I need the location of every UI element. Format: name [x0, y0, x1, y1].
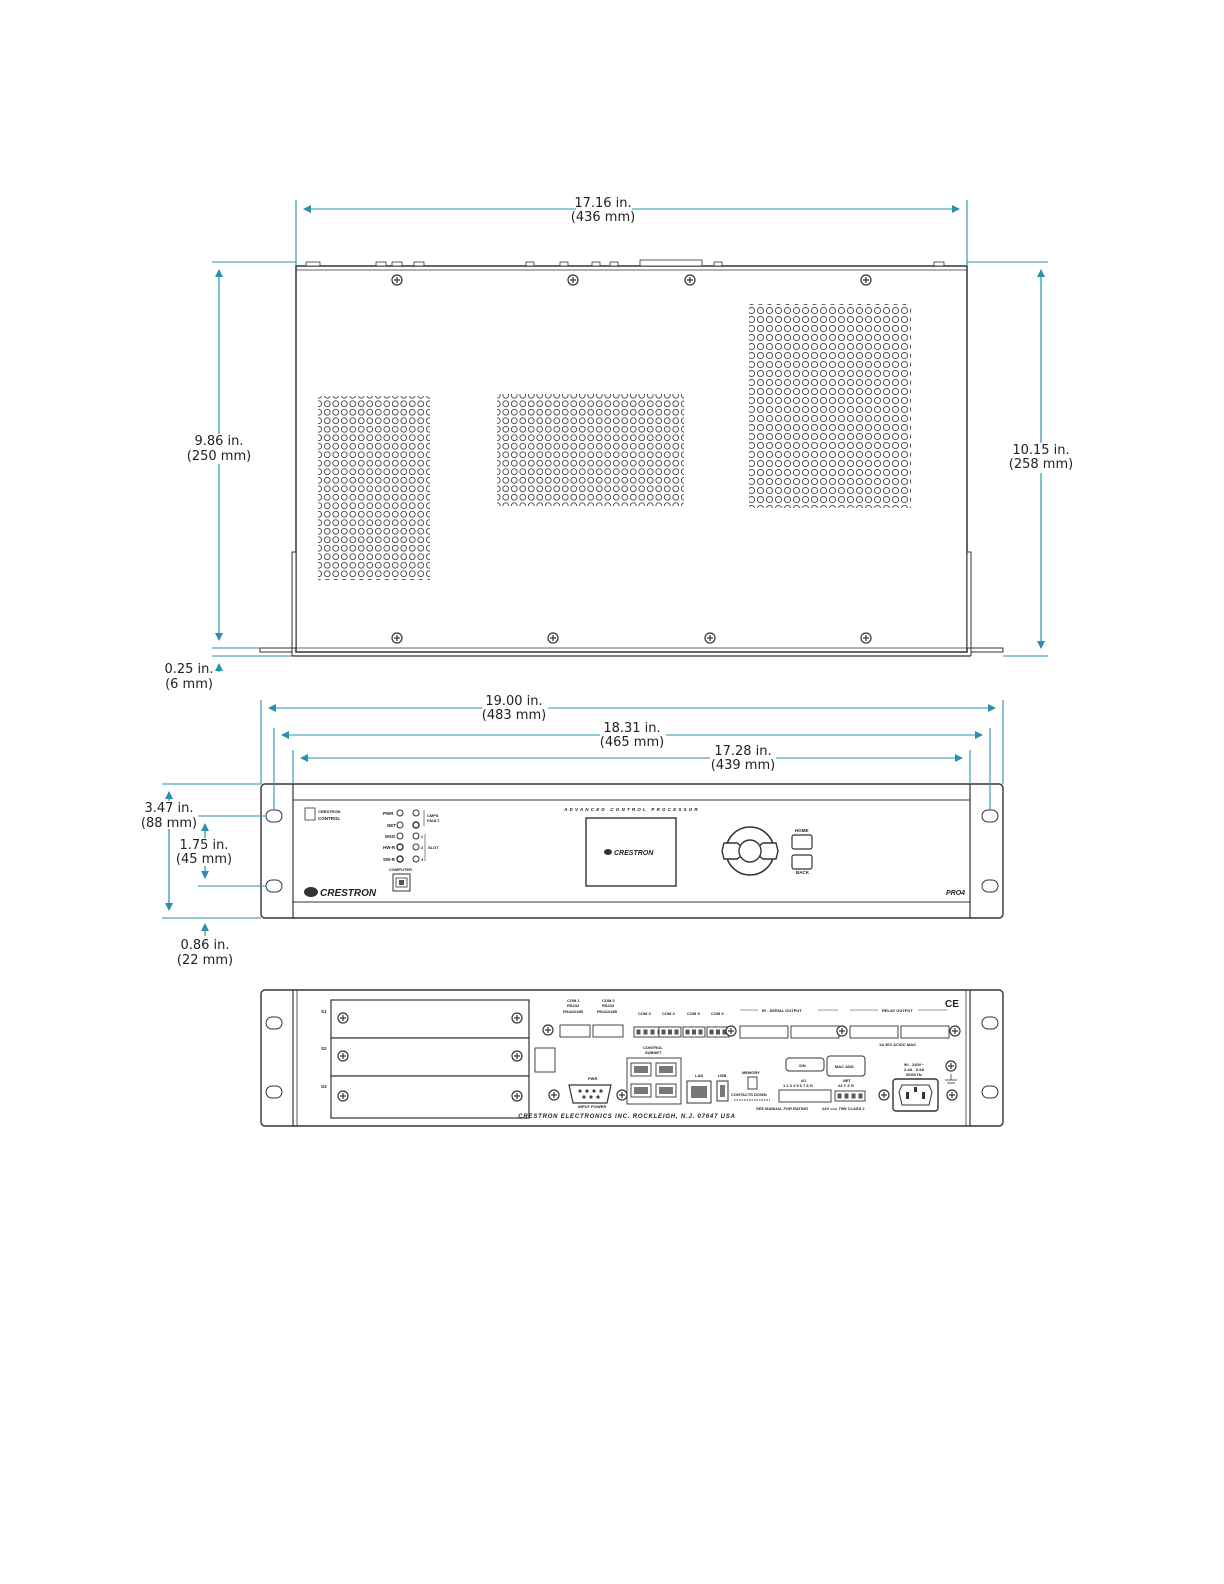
- fault-label: FAULT: [427, 818, 440, 823]
- ce-mark: CE: [945, 999, 959, 1010]
- slot-cover-s3: [331, 1076, 529, 1118]
- com2-rs422: RS422/485: [597, 1009, 618, 1014]
- slot-number-1: 1: [421, 834, 424, 839]
- dim-hole-spacing-mm: (465 mm): [599, 735, 665, 750]
- front-header: ADVANCED CONTROL PROCESSOR: [564, 807, 700, 812]
- logo-line2: CONTROL: [318, 816, 341, 821]
- top-view: [260, 260, 1003, 656]
- com5-label: COM 5: [687, 1011, 700, 1016]
- front-view: [261, 784, 1003, 918]
- home-button: [792, 835, 812, 849]
- model-label: PRO4: [946, 890, 966, 897]
- vent-grille-right: [749, 304, 911, 508]
- power-rating-line3: 50/60 Hz: [906, 1072, 923, 1077]
- dim-feet-mm: (6 mm): [165, 677, 213, 692]
- led-label-swr: SW-R: [383, 857, 395, 862]
- input-power-label: INPUT POWER: [578, 1104, 607, 1109]
- led-label-pwr: PWR: [383, 811, 394, 816]
- net-pins: 24 Y Z G: [838, 1083, 854, 1088]
- home-label: HOME: [795, 828, 809, 833]
- com1-rs422: RS422/485: [563, 1009, 584, 1014]
- io-terminal: [779, 1090, 831, 1102]
- slot-s1-label: S1: [321, 1009, 327, 1014]
- dim-hole-vert-in: 1.75 in.: [179, 838, 229, 853]
- dim-ear-depth-mm: (22 mm): [176, 953, 234, 968]
- dim-height-mm: (88 mm): [140, 816, 198, 831]
- dim-top-width-in: 17.16 in.: [574, 196, 632, 211]
- slot-cover-s2: [331, 1038, 529, 1076]
- power-rating-line1: 90 - 240V~: [904, 1062, 924, 1067]
- crestron-swirl-icon: [604, 849, 612, 855]
- dim-top-depth-mm: (250 mm): [186, 449, 252, 464]
- dim-top-depth-in: 9.86 in.: [194, 434, 244, 449]
- lan-label: LAN: [695, 1073, 704, 1078]
- dim-top-width-mm: (436 mm): [570, 210, 636, 225]
- slot-s2-label: S2: [321, 1046, 327, 1051]
- dim-body-width-mm: (439 mm): [710, 758, 776, 773]
- back-button: [792, 855, 812, 869]
- back-label: BACK: [796, 870, 809, 875]
- usb-label: USB: [718, 1073, 727, 1078]
- serial-number-label: S/N: [799, 1063, 806, 1068]
- com6-label: COM 6: [711, 1011, 724, 1016]
- cmps-label: CMPS: [427, 813, 439, 818]
- vent-grille-left: [318, 396, 430, 580]
- relay-output-label: RELAY OUTPUT: [882, 1008, 913, 1013]
- class2-label: 24V === 75W CLASS 2: [822, 1106, 865, 1111]
- com3-label: COM 3: [638, 1011, 651, 1016]
- slot-number-3: 3: [421, 857, 424, 862]
- relay-terminal-a: [850, 1026, 898, 1038]
- rear-view: [261, 990, 1003, 1126]
- relay-rating: 1A 30V AC/DC MAX: [879, 1042, 916, 1047]
- dim-body-width-in: 17.28 in.: [714, 744, 772, 759]
- com1-label: COM 1: [567, 998, 580, 1003]
- com1-terminal: [560, 1025, 590, 1037]
- dim-rack-width-in: 19.00 in.: [485, 694, 543, 709]
- input-power-connector: [569, 1085, 611, 1103]
- mac-address-label: MAC ADD: [835, 1064, 854, 1069]
- control-subnet-line1: CONTROL: [643, 1045, 663, 1050]
- dim-hole-spacing-in: 18.31 in.: [603, 721, 661, 736]
- com2-terminal: [593, 1025, 623, 1037]
- led-label-hwr: HW-R: [383, 845, 396, 850]
- dim-height-in: 3.47 in.: [144, 801, 194, 816]
- memory-card-slot: [748, 1077, 757, 1089]
- dim-hole-vert-mm: (45 mm): [175, 852, 233, 867]
- front-brand: CRESTRON: [320, 888, 377, 899]
- pwr-port-label: PWR: [588, 1076, 598, 1081]
- power-rating-line2: 2.4A - 0.9A: [904, 1067, 925, 1072]
- com4-label: COM 4: [662, 1011, 675, 1016]
- slot-cover-s1: [331, 1000, 529, 1038]
- com1-rs232: RS232: [567, 1003, 580, 1008]
- rear-footer: CRESTRON ELECTRONICS INC. ROCKLEIGH, N.J. 07647 USA: [518, 1114, 736, 1120]
- slot-s3-label: S3: [321, 1084, 327, 1089]
- com2-rs232: RS232: [602, 1003, 615, 1008]
- io-label: I/O: [801, 1078, 807, 1083]
- dim-rack-width-mm: (483 mm): [481, 708, 547, 723]
- logo-line1: CRESTRON: [318, 809, 341, 814]
- led-label-net: NET: [387, 823, 396, 828]
- dim-ear-depth-in: 0.86 in.: [180, 938, 230, 953]
- slot-number-2: 2: [421, 845, 424, 850]
- io-numbers: 1 2 3 4 5 6 7 8 G: [783, 1083, 813, 1088]
- ir-terminal-a: [740, 1026, 788, 1038]
- com2-label: COM 2: [602, 998, 615, 1003]
- ir-serial-label: IR - SERIAL OUTPUT: [762, 1008, 802, 1013]
- dim-feet-in: 0.25 in.: [164, 662, 214, 677]
- control-subnet-line2: SUBNET: [645, 1050, 662, 1055]
- memory-label: MEMORY: [742, 1070, 760, 1075]
- computer-label: COMPUTER: [389, 867, 412, 872]
- screen-brand: CRESTRON: [614, 850, 654, 857]
- dim-total-depth-mm: (258 mm): [1008, 457, 1074, 472]
- vent-grille-center: [497, 394, 684, 506]
- ir-terminal-b: [791, 1026, 839, 1038]
- relay-terminal-b: [901, 1026, 949, 1038]
- contacts-down-label: CONTACTS DOWN: [731, 1092, 767, 1097]
- see-manual-label: SEE MANUAL FOR RATING: [756, 1106, 809, 1111]
- net-label: NET: [843, 1078, 851, 1083]
- crestron-swirl-icon: [304, 887, 318, 897]
- led-label-msg: MSG: [385, 834, 396, 839]
- dim-total-depth-in: 10.15 in.: [1012, 443, 1070, 458]
- slot-label: SLOT: [428, 845, 439, 850]
